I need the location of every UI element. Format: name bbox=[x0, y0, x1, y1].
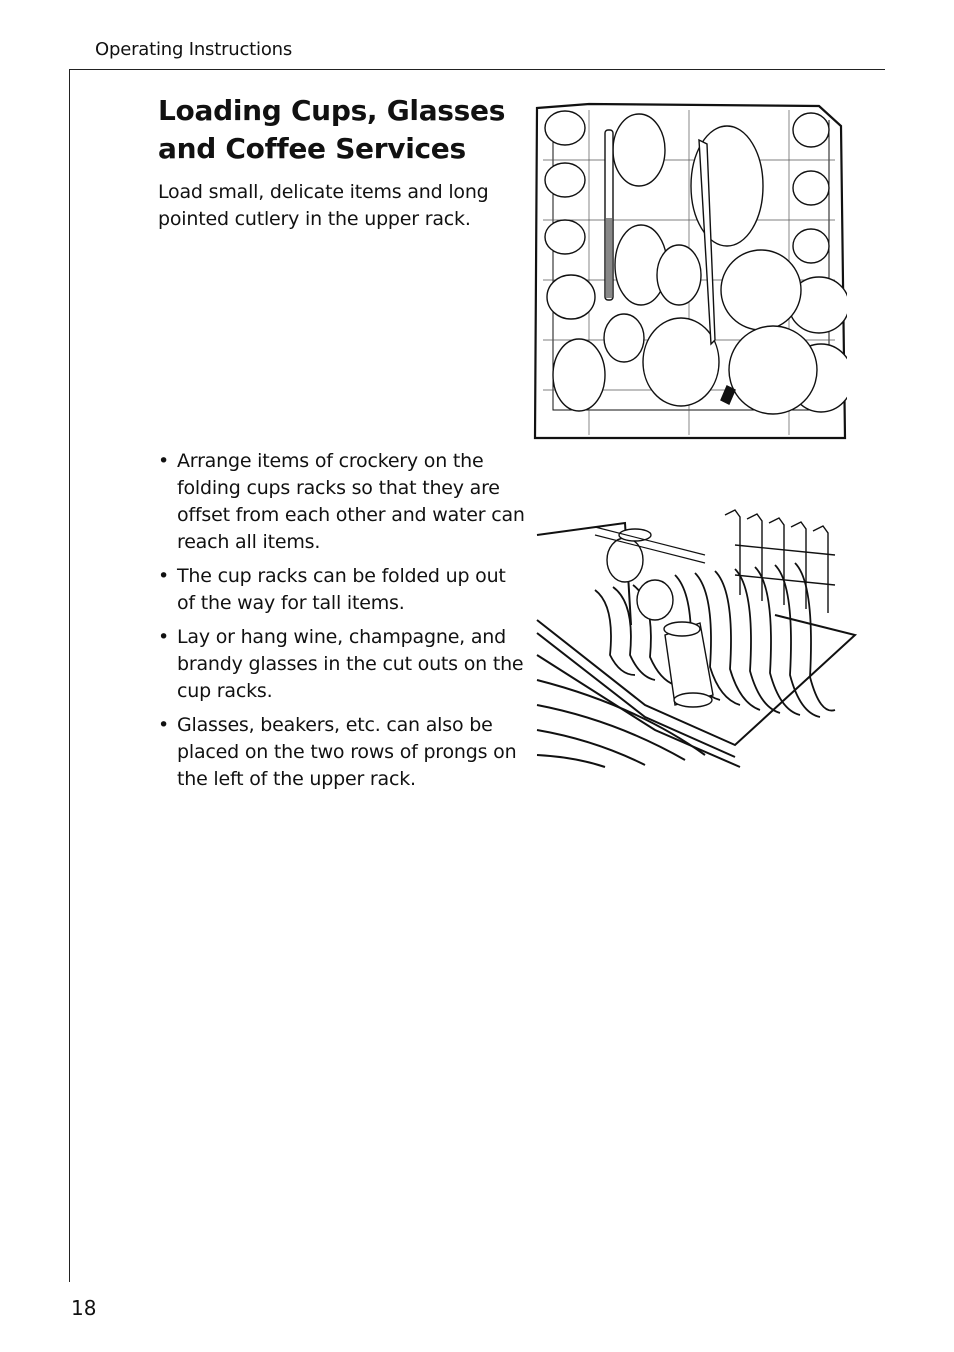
section-title: Loading Cups, Glasses and Coffee Services bbox=[158, 94, 506, 165]
list-item: • The cup racks can be folded up out of the way for tall items. bbox=[158, 563, 528, 617]
header-rule bbox=[69, 69, 885, 70]
intro-paragraph: Load small, delicate items and long pointed cutlery in the upper rack. bbox=[158, 181, 489, 230]
folding-cup-rack-illustration bbox=[535, 505, 859, 769]
margin-rule bbox=[69, 69, 70, 1282]
list-item: • Lay or hang wine, champagne, and brandy glasses in the cut outs on the cup racks. bbox=[158, 624, 528, 705]
page-number: 18 bbox=[71, 1296, 97, 1320]
instruction-list bbox=[158, 448, 528, 800]
loaded-upper-rack-illustration bbox=[529, 100, 847, 442]
list-item: • Glasses, beakers, etc. can also be placed on the two rows of prongs on the left of the upper rack. bbox=[158, 712, 528, 793]
running-header: Operating Instructions bbox=[95, 39, 293, 60]
list-item: • Arrange items of crockery on the folding cups racks so that they are offset from each other and water can reach all items. bbox=[158, 448, 528, 556]
